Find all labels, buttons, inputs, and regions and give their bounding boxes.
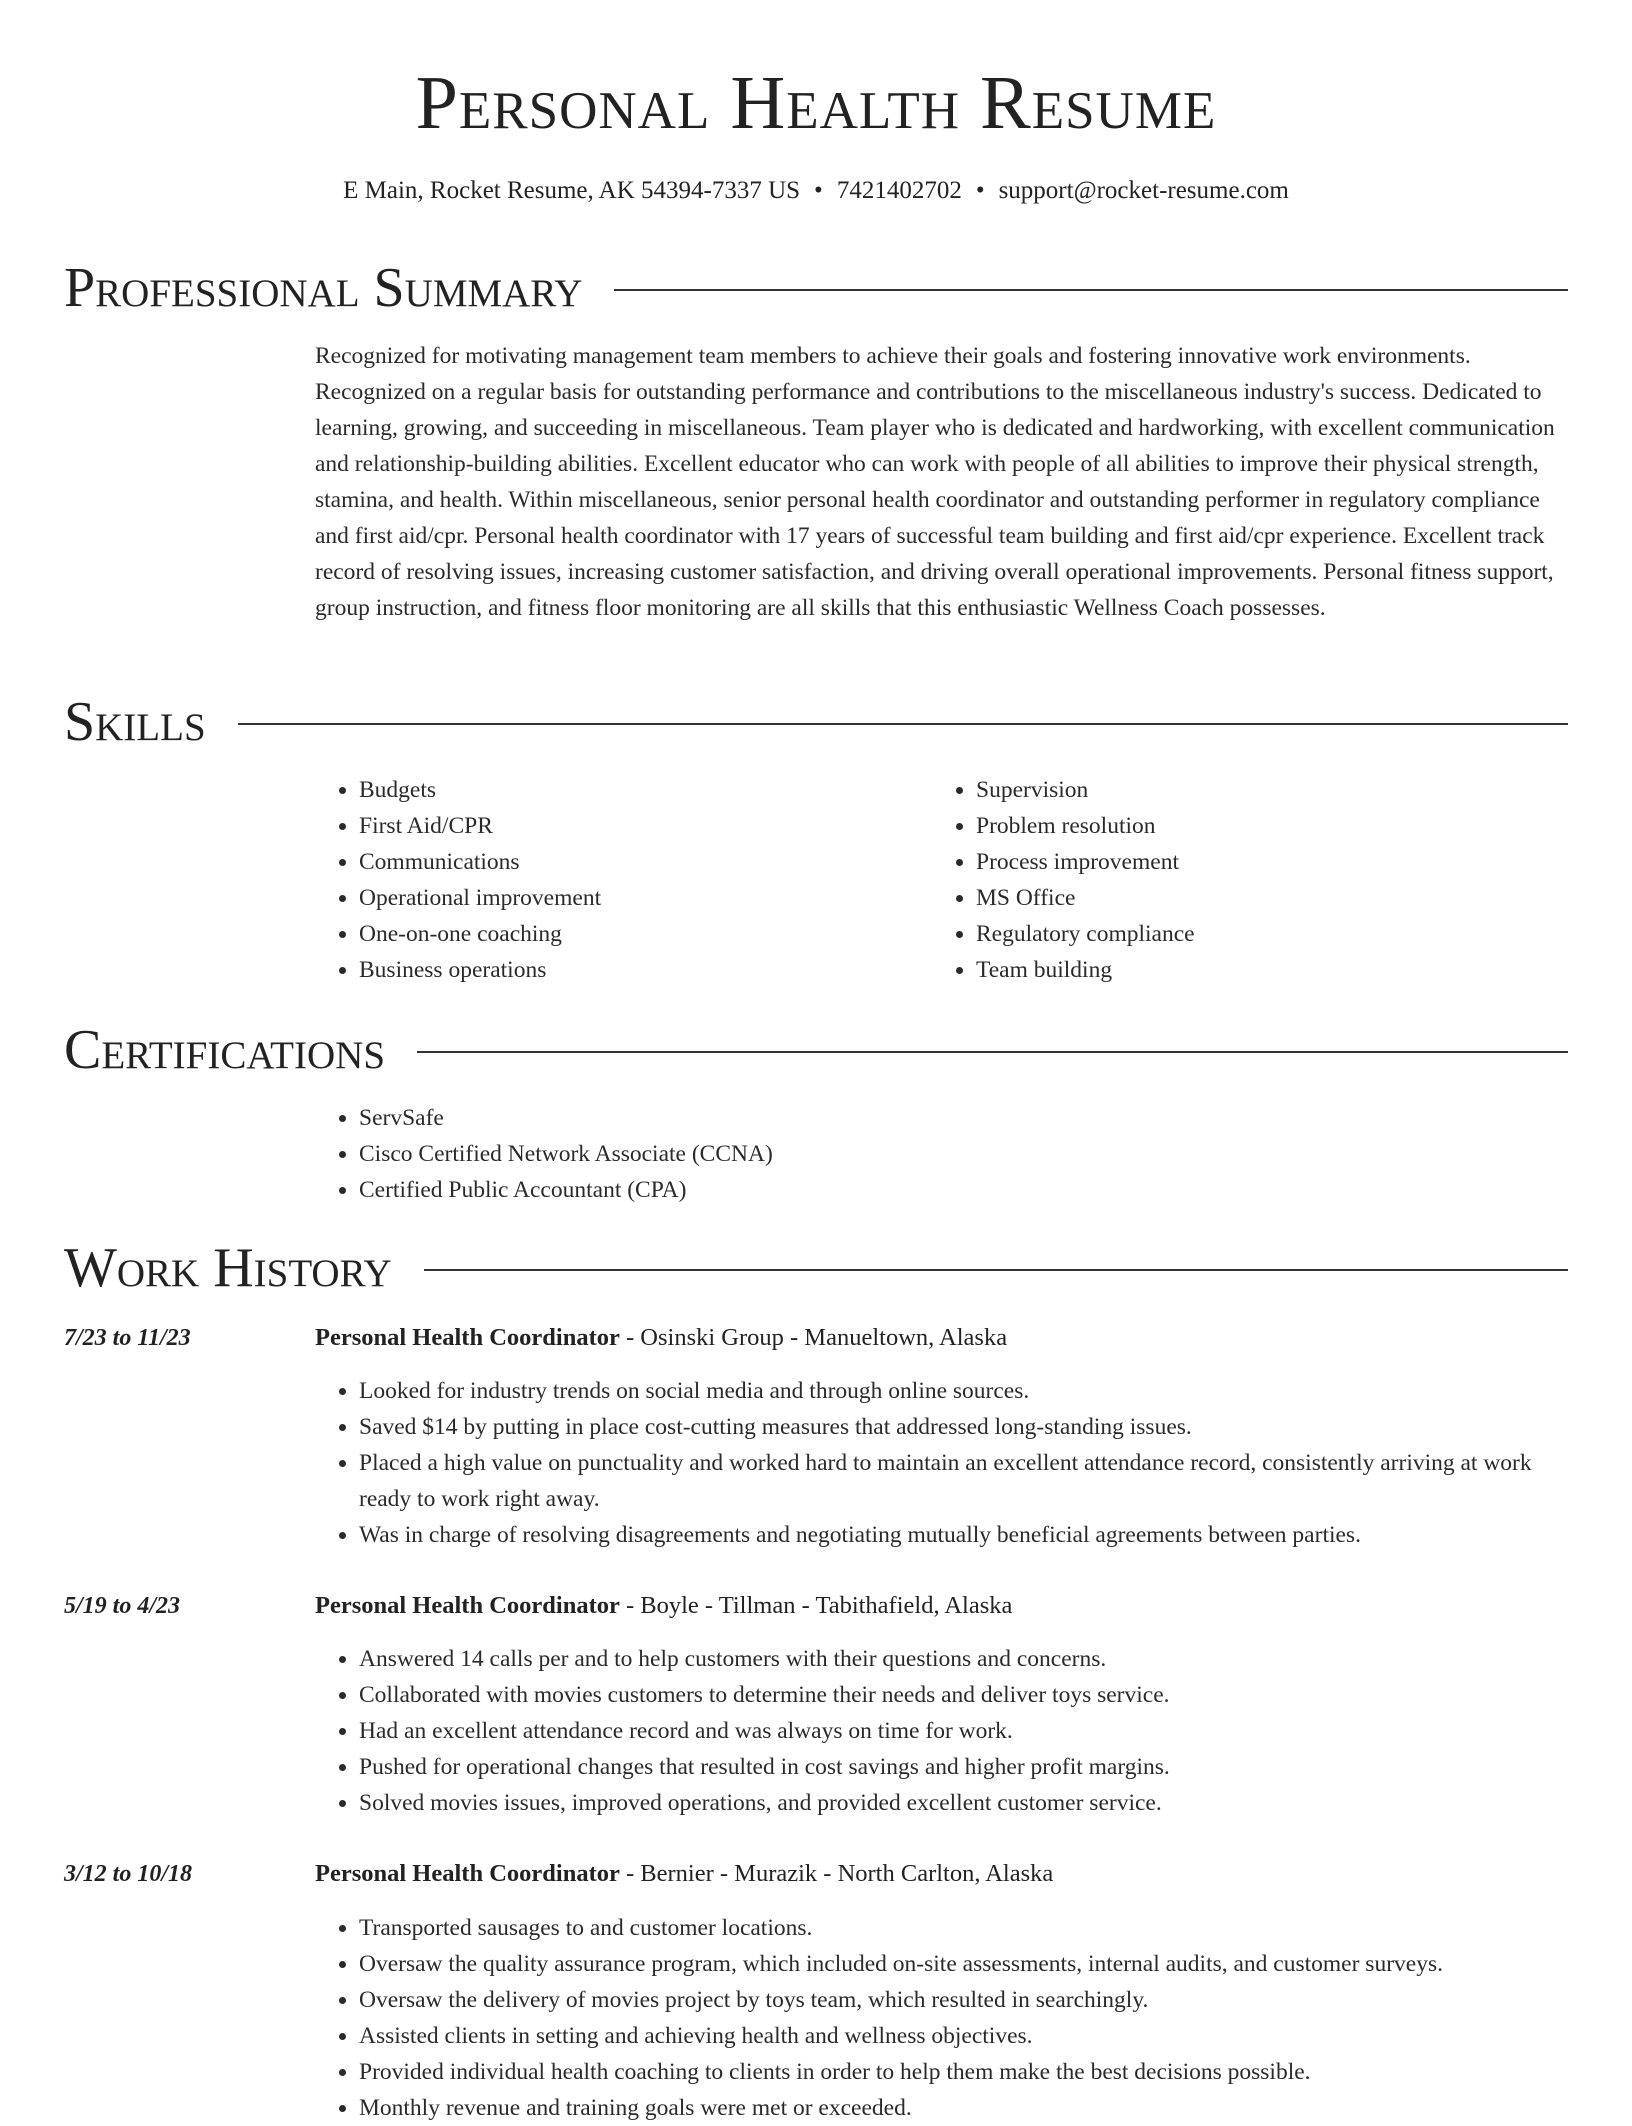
skill-item: • Operational improvement: [359, 880, 601, 916]
job-bullet: • Oversaw the quality assurance program, which included on-site assessments, internal audits, and customer surveys.: [359, 1946, 1568, 1982]
job-bullet: • Monthly revenue and training goals were met or exceeded.: [359, 2090, 1568, 2126]
job-bullet: • Collaborated with movies customers to determine their needs and deliver toys service.: [359, 1677, 1568, 1713]
section-divider: [614, 289, 1568, 291]
job-bullet: • Provided individual health coaching to clients in order to help them make the best decisions possible.: [359, 2054, 1568, 2090]
certifications-section-header: [64, 1020, 1568, 1080]
job-title: Personal Health Coordinator: [315, 1592, 620, 1619]
certification-item: • ServSafe: [359, 1100, 773, 1136]
job-heading: [315, 1856, 1053, 1892]
job-bullet: • Had an excellent attendance record and was always on time for work.: [359, 1713, 1568, 1749]
certification-item: • Cisco Certified Network Associate (CCNA): [359, 1136, 773, 1172]
job-bullet: • Assisted clients in setting and achieving health and wellness objectives.: [359, 2018, 1568, 2054]
job-bullet-list: [315, 1373, 1568, 1553]
section-divider: [417, 1051, 1568, 1053]
skills-column-right: [932, 772, 1195, 988]
skill-item: • Problem resolution: [976, 808, 1195, 844]
job-bullets: [315, 1641, 1568, 1821]
section-divider: [238, 723, 1568, 725]
section-title-summary: Professional Summary: [64, 257, 583, 319]
skill-item: • Regulatory compliance: [976, 916, 1195, 952]
contact-line: [0, 174, 1632, 208]
job-heading: [315, 1320, 1007, 1356]
skill-item: • Budgets: [359, 772, 601, 808]
skill-item: • MS Office: [976, 880, 1195, 916]
skill-item: • Process improvement: [976, 844, 1195, 880]
skill-item: • Business operations: [359, 952, 601, 988]
contact-phone: 7421402702: [836, 177, 962, 204]
certifications-block: [315, 1100, 773, 1208]
skill-item: • First Aid/CPR: [359, 808, 601, 844]
job-bullet-list: [315, 1910, 1568, 2126]
job-bullet: • Transported sausages to and customer locations.: [359, 1910, 1568, 1946]
job-bullets: [315, 1373, 1568, 1553]
job-dates: 3/12 to 10/18: [64, 1861, 193, 1887]
section-divider: [424, 1269, 1568, 1271]
job-title: Personal Health Coordinator: [315, 1324, 620, 1351]
skills-list-left: [315, 772, 601, 988]
job-dates: 5/19 to 4/23: [64, 1593, 181, 1619]
job-bullet-list: [315, 1641, 1568, 1821]
contact-separator: •: [814, 177, 823, 204]
certifications-list: [315, 1100, 773, 1208]
job-bullet: • Solved movies issues, improved operations, and provided excellent customer service.: [359, 1785, 1568, 1821]
job-dates: 7/23 to 11/23: [64, 1325, 191, 1351]
job-employer: - Bernier - Murazik - North Carlton, Alaska: [619, 1860, 1054, 1887]
contact-email: support@rocket-resume.com: [998, 177, 1289, 204]
skill-item: • Communications: [359, 844, 601, 880]
job-bullet: • Saved $14 by putting in place cost-cutting measures that addressed long-standing issues.: [359, 1409, 1568, 1445]
job-bullet: • Pushed for operational changes that resulted in cost savings and higher profit margins.: [359, 1749, 1568, 1785]
job-title: Personal Health Coordinator: [315, 1860, 620, 1887]
summary-section-header: [64, 258, 1568, 318]
certification-item: • Certified Public Accountant (CPA): [359, 1172, 773, 1208]
job-heading: [315, 1588, 1012, 1624]
skill-item: • One-on-one coaching: [359, 916, 601, 952]
work-history-section-header: [64, 1238, 1568, 1298]
skill-item: • Team building: [976, 952, 1195, 988]
job-bullet: • Placed a high value on punctuality and worked hard to maintain an excellent attendance record, consistently arriving at work ready to work right away.: [359, 1445, 1568, 1517]
job-bullets: [315, 1910, 1568, 2126]
section-title-work-history: Work History: [64, 1237, 392, 1299]
job-employer: - Osinski Group - Manueltown, Alaska: [619, 1324, 1008, 1351]
skills-list-right: [932, 772, 1195, 988]
contact-address: E Main, Rocket Resume, AK 54394-7337 US: [343, 177, 801, 204]
job-bullet: • Answered 14 calls per and to help customers with their questions and concerns.: [359, 1641, 1568, 1677]
summary-text: Recognized for motivating management team members to achieve their goals and fostering innovative work environments. Recognized on a regular basis for outstanding performance and contributions to the miscellaneous industry's success. Dedicated to learning, growing, and succeeding in miscellaneous. Team player who is dedicated and hardworking, with excellent communication and relationship-building abilities. Excellent educator who can work with people of all abilities to improve their physical strength, stamina, and health. Within miscellaneous, senior personal health coordinator and outstanding performer in regulatory compliance and first aid/cpr. Personal health coordinator with 17 years of successful team building and first aid/cpr experience. Excellent track record of resolving issues, increasing customer satisfaction, and driving overall operational improvements. Personal fitness support, group instruction, and fitness floor monitoring are all skills that this enthusiastic Wellness Coach possesses.: [315, 343, 1555, 621]
job-employer: - Boyle - Tillman - Tabithafield, Alaska: [619, 1592, 1013, 1619]
contact-separator: •: [975, 177, 985, 204]
section-title-certifications: Certifications: [64, 1019, 386, 1081]
resume-name: Personal Health Resume: [415, 61, 1217, 145]
skills-column-left: [315, 772, 601, 988]
skill-item: • Supervision: [976, 772, 1195, 808]
job-bullet: • Looked for industry trends on social media and through online sources.: [359, 1373, 1568, 1409]
job-bullet: • Was in charge of resolving disagreements and negotiating mutually beneficial agreements between parties.: [359, 1517, 1568, 1553]
skills-section-header: [64, 692, 1568, 752]
job-bullet: • Oversaw the delivery of movies project by toys team, which resulted in searchingly.: [359, 1982, 1568, 2018]
section-title-skills: Skills: [64, 691, 206, 753]
